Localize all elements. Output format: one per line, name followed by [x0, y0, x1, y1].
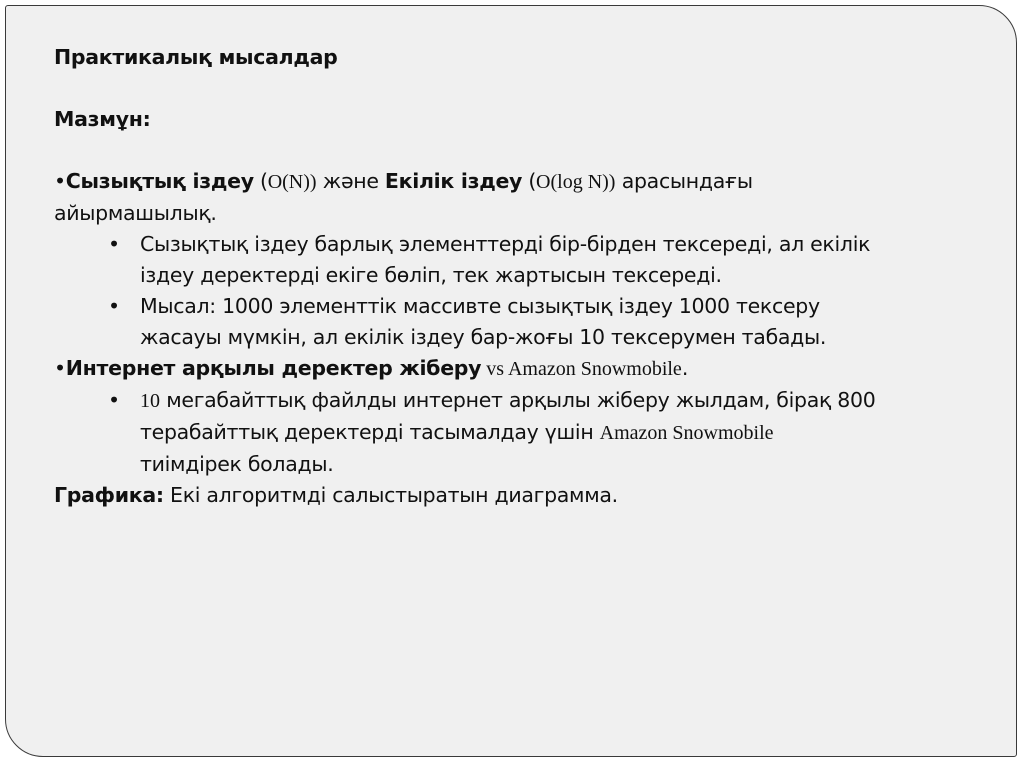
graphics-line	[54, 480, 974, 511]
bullet-marker: •	[108, 388, 120, 412]
sub-bullet-example: • Мысал: 1000 элементтік массивте сызықтық іздеу 1000 тексеру жасауы мүмкін, ал екілік іздеу бар-жоғы 10 тексерумен табады.	[54, 291, 974, 353]
sub-bullet-transfer-example: • 10 мегабайттық файлды интернет арқылы жіберу жылдам, бірақ 800 терабайттық деректерді тасымалдау үшін Amazon Snowmobile тиімдірек болады.	[54, 385, 974, 480]
slide-title: Практикалық мысалдар	[54, 45, 338, 69]
complexity-binary: O(log N))	[536, 171, 616, 193]
bullet-marker: •	[54, 169, 66, 193]
slide	[5, 5, 1017, 757]
graphics-text: Екі алгоритмді салыстыратын диаграмма.	[163, 483, 618, 507]
slide-content	[54, 42, 974, 511]
graphics-label: Графика:	[54, 483, 164, 507]
content-heading: Мазмұн:	[54, 107, 151, 131]
bullet-marker: •	[54, 356, 66, 380]
term-binary-search: Екілік іздеу	[384, 169, 523, 193]
bullet-marker: •	[108, 294, 120, 318]
bullet-marker: •	[108, 232, 120, 256]
bullet-internet-vs-snowmobile: •Интернет арқылы деректер жіберу vs Amazon Snowmobile.	[54, 356, 689, 380]
sub-bullet-linear-vs-binary: • Сызықтық іздеу барлық элементтерді бір-бірден тексереді, ал екілік іздеу деректерді екіге бөліп, тек жартысын тексереді.	[54, 229, 974, 291]
complexity-linear: O(N))	[267, 171, 317, 193]
term-linear-search: Сызықтық іздеу	[65, 169, 254, 193]
bullet-comparison-search: •Сызықтық іздеу (O(N)) және Екілік іздеу (O(log N)) арасындағы айырмашылық.	[54, 169, 753, 225]
term-amazon-snowmobile: Amazon Snowmobile	[507, 358, 682, 380]
term-internet-transfer: Интернет арқылы деректер жіберу	[65, 356, 482, 380]
